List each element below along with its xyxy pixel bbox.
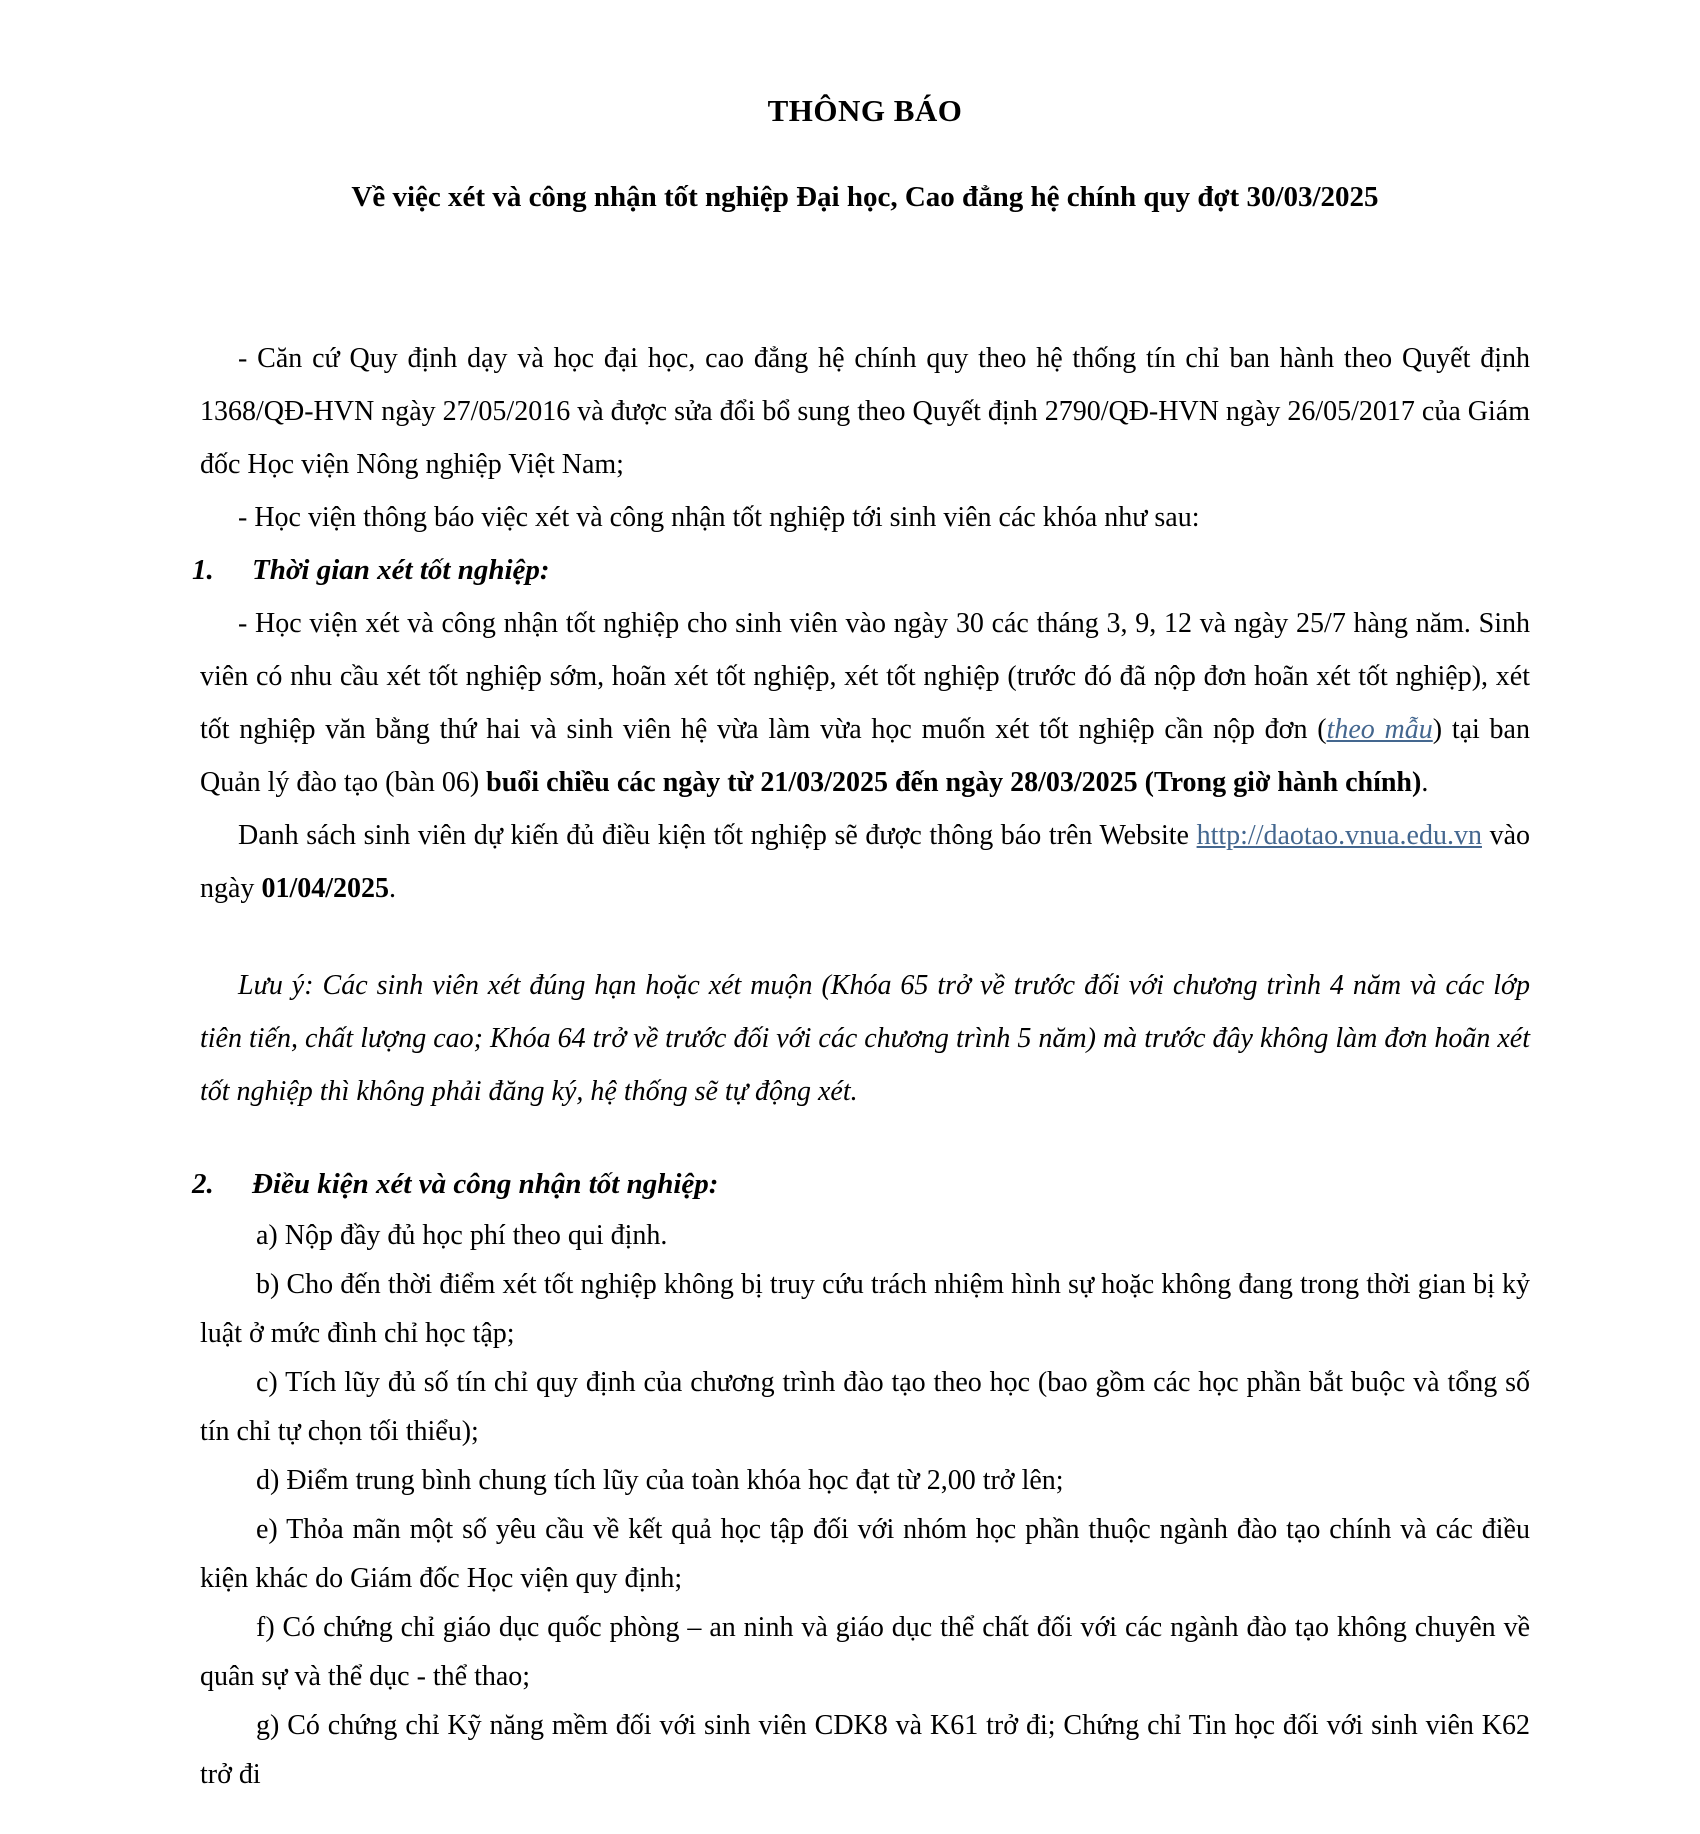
website-text-3: . [389, 873, 396, 904]
condition-item-c: c) Tích lũy đủ số tín chỉ quy định của chương trình đào tạo theo học (bao gồm các học phần bắt buộc và tổng số tín chỉ tự chọn tối thiểu); [200, 1367, 1530, 1447]
condition-item-a: a) Nộp đầy đủ học phí theo qui định. [256, 1220, 668, 1251]
schedule-text-3: . [1421, 767, 1429, 798]
schedule-text-1: - Học viện xét và công nhận tốt nghiệp cho sinh viên vào ngày 30 các tháng 3, 9, 12 và ngày 25/7 hàng năm. Sinh viên có nhu cầu xét tốt nghiệp sớm, hoãn xét tốt nghiệp, xét tốt nghiệp (trước đó đã nộp đơn hoãn xét tốt nghiệp), xét tốt nghiệp văn bằng thứ hai và sinh viên hệ vừa làm vừa học muốn xét tốt nghiệp cần nộp đơn ( [200, 608, 1530, 745]
schedule-text-2: ) tại ban Quản lý đào tạo (bàn 06) [200, 714, 1530, 798]
section-1-title: Thời gian xét tốt nghiệp: [252, 554, 550, 586]
document-title: THÔNG BÁO [767, 93, 963, 128]
paragraph-website-notice [200, 809, 1530, 915]
condition-item-f: f) Có chứng chỉ giáo dục quốc phòng – an ninh và giáo dục thể chất đối với các ngành đào tạo không chuyên về quân sự và thể dục - thể thao; [200, 1612, 1530, 1692]
note-paragraph: Lưu ý: Các sinh viên xét đúng hạn hoặc xét muộn (Khóa 65 trở về trước đối với chương trình 4 năm và các lớp tiên tiến, chất lượng cao; Khóa 64 trở về trước đối với các chương trình 5 năm) mà trước đây không làm đơn hoãn xét tốt nghiệp thì không phải đăng ký, hệ thống sẽ tự động xét. [200, 970, 1530, 1107]
website-bold-date: 01/04/2025 [261, 873, 389, 904]
condition-item-e: e) Thỏa mãn một số yêu cầu về kết quả học tập đối với nhóm học phần thuộc ngành đào tạo chính và các điều kiện khác do Giám đốc Học viện quy định; [200, 1514, 1530, 1594]
daotao-url-link[interactable]: http://daotao.vnua.edu.vn [1196, 820, 1482, 851]
section-2-number: 2. [192, 1168, 214, 1200]
website-text-1: Danh sách sinh viên dự kiến đủ điều kiện tốt nghiệp sẽ được thông báo trên Website [238, 820, 1197, 851]
paragraph-graduation-schedule [200, 597, 1530, 809]
paragraph-legal-basis: - Căn cứ Quy định dạy và học đại học, cao đẳng hệ chính quy theo hệ thống tín chỉ ban hành theo Quyết định 1368/QĐ-HVN ngày 27/05/2016 và được sửa đổi bổ sung theo Quyết định 2790/QĐ-HVN ngày 26/05/2017 của Giám đốc Học viện Nông nghiệp Việt Nam; [200, 343, 1530, 480]
condition-item-g: g) Có chứng chỉ Kỹ năng mềm đối với sinh viên CDK8 và K61 trở đi; Chứng chỉ Tin học đối với sinh viên K62 trở đi [200, 1710, 1530, 1790]
paragraph-announcement-intro: - Học viện thông báo việc xét và công nhận tốt nghiệp tới sinh viên các khóa như sau: [238, 502, 1200, 533]
condition-item-d: d) Điểm trung bình chung tích lũy của toàn khóa học đạt từ 2,00 trở lên; [256, 1465, 1064, 1496]
website-text-2: vào ngày [200, 820, 1530, 904]
section-2-title: Điều kiện xét và công nhận tốt nghiệp: [252, 1168, 719, 1200]
condition-item-b: b) Cho đến thời điểm xét tốt nghiệp không bị truy cứu trách nhiệm hình sự hoặc không đang trong thời gian bị kỷ luật ở mức đình chỉ học tập; [200, 1269, 1530, 1349]
section-2-heading [192, 1158, 1530, 1211]
document-subtitle: Về việc xét và công nhận tốt nghiệp Đại học, Cao đẳng hệ chính quy đợt 30/03/2025 [351, 181, 1379, 213]
section-1-heading [192, 544, 1530, 597]
section-1-number: 1. [192, 554, 214, 586]
schedule-bold-dates: buổi chiều các ngày từ 21/03/2025 đến ngày 28/03/2025 (Trong giờ hành chính) [486, 767, 1422, 798]
theo-mau-link[interactable]: theo mẫu [1326, 714, 1433, 745]
